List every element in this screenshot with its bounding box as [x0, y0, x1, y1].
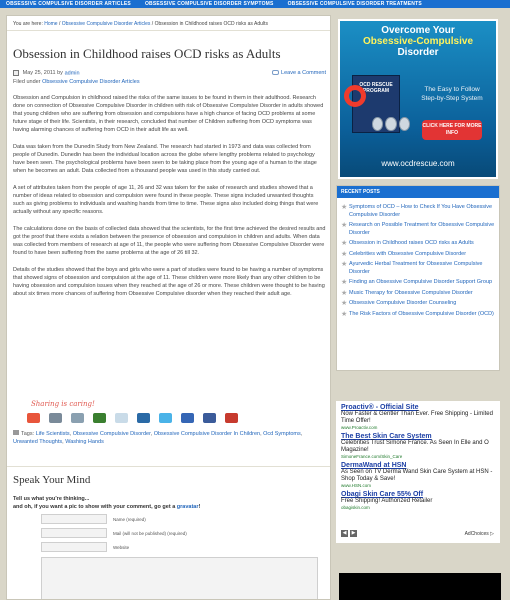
ad-url[interactable]: www.Proactiv.com	[341, 425, 378, 430]
tag-icon	[13, 430, 19, 435]
recent-post-link[interactable]: Music Therapy for Obsessive Compulsive Disorder	[349, 289, 473, 296]
twitter-icon[interactable]	[159, 413, 172, 423]
sharing-section	[7, 400, 331, 423]
recent-post-item[interactable]	[341, 222, 495, 237]
facebook-icon[interactable]	[203, 413, 216, 423]
recent-post-item[interactable]	[341, 261, 495, 276]
star-bullet-icon: ★	[341, 289, 348, 297]
star-bullet-icon: ★	[341, 204, 348, 211]
recent-posts-widget	[336, 185, 500, 371]
tag-link[interactable]: Washing Hands	[65, 439, 104, 445]
filed-category-link[interactable]: Obsessive Compulsive Disorder Articles	[42, 79, 140, 85]
star-bullet-icon: ★	[341, 261, 348, 268]
star-bullet-icon: ★	[341, 222, 348, 229]
tags-row: Tags: Life Scientists, Obsessive Compulsive Disorder, Obsessive Compulsive Disorder In Children, Ocd Symptoms, Unwanted Thoughts, Washing Hands	[13, 431, 303, 445]
star-bullet-icon: ★	[341, 310, 348, 318]
filed-under	[13, 79, 326, 85]
recent-post-link[interactable]: Research on Possible Treatment for Obsessive Compulsive Disorder	[349, 222, 495, 236]
comment-bubble-icon	[272, 70, 279, 75]
recent-posts-header: RECENT POSTS	[337, 186, 499, 198]
breadcrumb-home-link[interactable]: Home	[44, 21, 58, 27]
recent-post-item[interactable]	[341, 290, 495, 298]
ad-title[interactable]: Obagi Skin Care 55% Off	[341, 491, 424, 498]
gravatar-link[interactable]: gravatar	[176, 504, 199, 510]
name-row	[13, 514, 326, 524]
email-icon[interactable]	[49, 413, 62, 423]
recent-post-link[interactable]: Ayurvedic Herbal Treatment for Obsessive Compulsive Disorder	[349, 261, 483, 275]
adchoices-link[interactable]: AdChoices ▷	[464, 531, 494, 537]
mail-row	[13, 528, 326, 538]
banner-url: www.ocdrescue.com	[381, 159, 455, 168]
recent-post-link[interactable]: The Risk Factors of Obsessive Compulsive Disorder (OCD)	[349, 310, 494, 317]
ocd-rescue-banner[interactable]	[338, 19, 498, 179]
post-paragraph: The calculations done on the basis of collected data showed that the scientists, for the first time achieved the desired results and got the proof that there exists a relation between the presence of obsession and compulsion in children and adults. When data was collected from members of research at age of 11, the people who were suffering from Obsessive Compulsive Disorder were found to have been suffering from the same problems at the age of 26 till 32.	[13, 226, 326, 256]
recent-post-item[interactable]	[341, 279, 495, 287]
ad-description: Celebrities Trust Simone France. As Seen In Elle and O Magazine!	[341, 440, 489, 453]
recent-post-link[interactable]: Obsession in Childhood raises OCD risks as Adults	[349, 240, 474, 246]
comment-form	[7, 466, 331, 600]
text-ad[interactable]	[341, 404, 495, 430]
topnav-item[interactable]: OBSESSIVE COMPULSIVE DISORDER TREATMENTS	[287, 1, 422, 7]
ad-url[interactable]: www.HSN.com	[341, 483, 372, 488]
tag-link[interactable]: Ocd Symptoms	[263, 431, 301, 437]
name-field[interactable]	[41, 514, 107, 524]
text-ad[interactable]	[341, 462, 495, 488]
post-author-link[interactable]: admin	[64, 70, 80, 77]
reply-intro: Tell us what you're thinking...	[13, 496, 90, 502]
text-ad[interactable]	[341, 491, 495, 510]
ad-prev-button[interactable]: ◀	[342, 530, 347, 536]
recent-posts-list	[337, 198, 499, 318]
recent-post-link[interactable]: Symptoms of OCD – How to Check If You Have Obsessive Compulsive Disorder	[349, 204, 493, 218]
text-ads-block	[336, 401, 500, 543]
reply-title: Speak Your Mind	[13, 474, 91, 486]
recent-post-link[interactable]: Obsessive Compulsive Disorder Counseling	[349, 300, 457, 306]
star-bullet-icon: ★	[341, 250, 348, 258]
sidebar	[335, 15, 505, 600]
banner-line2: Obsessive-Compulsive	[362, 36, 474, 47]
reply-gravatar-note	[13, 504, 326, 510]
website-row	[13, 542, 326, 552]
post-paragraph: Obsession and Compulsion in childhood raised the risks of the same issues to be found in them in their adulthood. Research done on connection of Obsessive Compulsive Disorder in children with risk of Obsessive Compulsive Disorder in adults showed that young children who are suffering from obsession and compulsions have a high chance of facing OCD problems at some future stage of their life. Scientists, in their research, concluded that number of Children suffering from OCD symptoms was having alarming chances of suffering from OCD in their adult life as well.	[13, 95, 324, 133]
ad-navigation	[341, 530, 357, 537]
cd-images	[372, 117, 410, 131]
ad-description: Free Shipping! Authorized Retailer	[341, 498, 433, 504]
star-bullet-icon: ★	[341, 279, 348, 286]
post-paragraph: A set of attributes taken from the people of age 11, 26 and 32 was taken for the sake of research and studies showed that a number of ideas related to obsession and compulsion were found in these people. These signs included unwanted thoughts such as giving problems to individuals and washing hands from time to time. These signs also included doing things that were actually without any specific reasons.	[13, 185, 319, 215]
top-navigation	[0, 0, 510, 8]
cd-icon	[399, 117, 410, 131]
website-field[interactable]	[41, 542, 107, 552]
digg-icon[interactable]	[93, 413, 106, 423]
email-field[interactable]	[41, 528, 107, 538]
tag-link[interactable]: Obsessive Compulsive Disorder	[72, 431, 151, 437]
post-title: Obsession in Childhood raises OCD risks as Adults	[13, 46, 281, 61]
post	[7, 46, 331, 298]
tag-link[interactable]: Obsessive Compulsive Disorder In Children	[153, 431, 261, 437]
post-meta	[13, 70, 326, 78]
gravatar-note-suffix: !	[198, 504, 201, 510]
tag-link[interactable]: Unwanted Thoughts	[13, 439, 63, 445]
ad-title[interactable]: Proactiv® - Official Site	[341, 404, 419, 411]
tags-prefix: Tags:	[21, 431, 35, 437]
leave-comment-link[interactable]	[272, 70, 326, 76]
banner-line1: Overcome Your	[381, 25, 455, 36]
leave-comment-label: Leave a Comment	[281, 70, 326, 76]
post-paragraph: Data was taken from the Dunedin Study from New Zealand. The research had started in 1973 and data was collected from people of Dunedin. Dunedin has been the individual location across the globe where lengthy problems related to psychology have been seen. The psychological problems have been seen to be taking place from the young age of a human to the stage when he becomes an adult. Data collected from a thousand people was used in this study carried out.	[13, 144, 317, 174]
cd-icon	[372, 117, 383, 131]
ad-description: Now Faster & Gentler Than Ever. Free Shipping - Limited Time Offer!	[341, 411, 493, 424]
book-title: OCD RESCUE PROGRAM	[359, 82, 393, 94]
star-bullet-icon: ★	[341, 240, 348, 247]
filed-prefix: Filed under	[13, 79, 41, 85]
post-date: May 25, 2011 by	[22, 70, 63, 76]
linkedin-icon[interactable]	[137, 413, 150, 423]
life-ring-icon	[344, 85, 366, 107]
ad-url[interactable]: SimoneFrance.com/Skin_Care	[341, 454, 403, 459]
banner-tagline: The Easy to Follow Step-by-Step System	[421, 86, 483, 102]
gravatar-note-text: and oh, if you want a pic to show with your comment, go get a	[13, 504, 176, 510]
cd-icon	[385, 117, 396, 131]
comment-textarea[interactable]	[41, 557, 318, 600]
delicious-icon[interactable]	[181, 413, 194, 423]
main-content	[6, 15, 331, 600]
banner-headline	[340, 25, 496, 58]
breadcrumb: You are here: Home / Obsessive Compulsive Disorder Articles / Obsession in Childhood raises OCD risks as Adults	[7, 18, 331, 31]
name-label: Name (required)	[113, 516, 146, 522]
video-embed[interactable]	[339, 573, 501, 600]
tag-link[interactable]: Life Scientists	[35, 431, 70, 437]
reddit-icon[interactable]	[115, 413, 128, 423]
text-ad[interactable]	[341, 433, 495, 459]
recent-post-item[interactable]	[341, 311, 495, 319]
calendar-icon	[13, 70, 19, 76]
recent-post-item[interactable]	[341, 300, 495, 308]
breadcrumb-category-link[interactable]: Obsessive Compulsive Disorder Articles	[61, 21, 151, 27]
gmail-icon[interactable]	[225, 413, 238, 423]
ad-title[interactable]: DermaWand at HSN	[341, 462, 407, 469]
banner-cta-button[interactable]: CLICK HERE FOR MORE INFO	[422, 120, 482, 140]
website-label: Website	[113, 544, 130, 550]
topnav-item[interactable]: OBSESSIVE COMPULSIVE DISORDER ARTICLES	[6, 1, 131, 7]
sharing-caption: Sharing is caring!	[31, 400, 95, 408]
ad-title[interactable]: The Best Skin Care System	[341, 433, 432, 440]
email-label: Mail (will not be published) (required)	[113, 530, 187, 536]
print-icon[interactable]	[71, 413, 84, 423]
recent-post-item[interactable]	[341, 204, 495, 219]
star-bullet-icon: ★	[341, 300, 348, 307]
breadcrumb-prefix: You are here:	[13, 21, 43, 27]
breadcrumb-current: Obsession in Childhood raises OCD risks as Adults	[154, 21, 268, 27]
ad-url[interactable]: obagiskin.com	[341, 505, 370, 510]
text-ads	[341, 404, 495, 510]
recent-post-link[interactable]: Celebrities with Obsessive Compulsive Disorder	[349, 250, 467, 257]
banner-line3: Disorder	[397, 47, 439, 58]
ad-next-button[interactable]: ▶	[351, 530, 356, 536]
stumbleupon-icon[interactable]	[27, 413, 40, 423]
ad-description: As Seen on TV Derma Wand Skin Care System at HSN - Shop Today & Save!	[341, 469, 493, 482]
share-icons	[13, 413, 326, 423]
topnav-item[interactable]: OBSESSIVE COMPULSIVE DISORDER SYMPTOMS	[144, 1, 274, 7]
recent-post-item[interactable]	[341, 240, 495, 248]
post-paragraph: Details of the studies showed that the boys and girls who were a part of studies were found to be having a number of symptoms that showed signs of obsession and compulsion at the age of 11. These children were more likely than any other children to be having obsession and compulsion issues when they reached at the age of 26 or more. These children were thought to be having about six times more chances of suffering from Obsessive Compulsive disorder when they reached their adult age.	[13, 267, 325, 297]
recent-post-item[interactable]	[341, 251, 495, 259]
recent-post-link[interactable]: Finding an Obsessive Compulsive Disorder Support Group	[349, 279, 493, 285]
